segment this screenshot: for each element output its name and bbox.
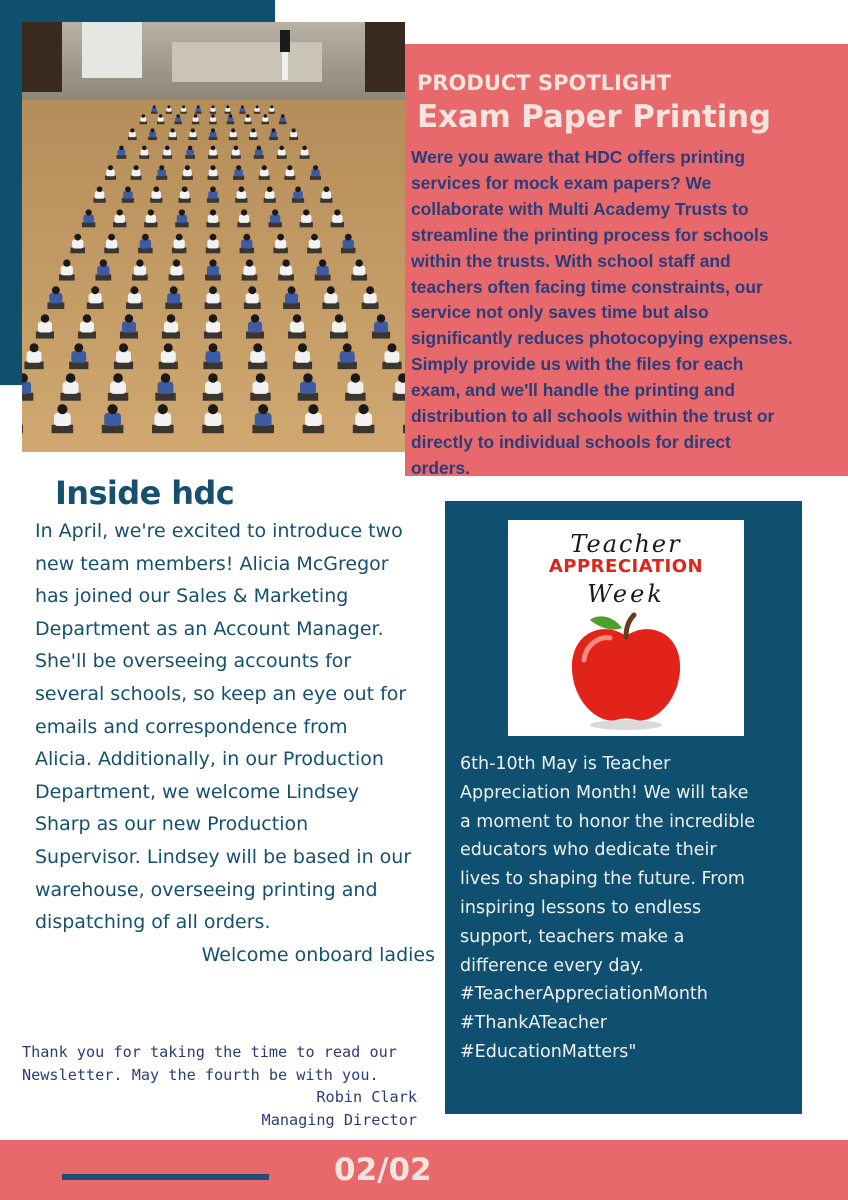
- exam-hall-photo: [22, 22, 405, 452]
- spotlight-line: orders.: [411, 457, 470, 478]
- signature-name: Robin Clark: [316, 1088, 417, 1106]
- spotlight-line: significantly reduces photocopying expenses.: [411, 328, 793, 349]
- spotlight-line: service not only saves time but also: [411, 302, 709, 323]
- closing-line-1: Thank you for taking the time to read our: [22, 1043, 397, 1061]
- teacher-line: 6th-10th May is Teacher: [460, 754, 671, 774]
- inside-line: Supervisor. Lindsey will be based in our: [35, 845, 412, 868]
- spotlight-line: distribution to all schools within the trust or: [411, 406, 775, 427]
- closing-line-2: Newsletter. May the fourth be with you.: [22, 1065, 379, 1084]
- teacher-line: inspiring lessons to endless: [460, 897, 702, 918]
- inside-line: warehouse, overseeing printing and: [35, 878, 378, 901]
- graphic-appreciation-text: APPRECIATION: [548, 556, 704, 577]
- inside-line: new team members! Alicia McGregor: [35, 552, 389, 575]
- spotlight-line: Simply provide us with the files for each: [411, 354, 744, 375]
- inside-line: Department as an Account Manager.: [35, 617, 384, 640]
- apple-icon: [572, 615, 680, 730]
- inside-line: several schools, so keep an eye out for: [35, 682, 407, 705]
- spotlight-line: services for mock exam papers? We: [411, 172, 712, 193]
- spotlight-line: exam, and we'll handle the printing and: [411, 380, 735, 401]
- hashtag-line: #ThankATeacher: [460, 1013, 607, 1034]
- spotlight-line: collaborate with Multi Academy Trusts to: [411, 198, 749, 219]
- inside-line: Department, we welcome Lindsey: [35, 780, 359, 803]
- teacher-line: lives to shaping the future. From: [460, 869, 745, 890]
- signature-role: Managing Director: [261, 1110, 417, 1129]
- closing-note: [22, 1041, 417, 1131]
- spotlight-line: teachers often facing time constraints, our: [411, 276, 763, 297]
- spotlight-line: directly to individual schools for direct: [411, 431, 731, 452]
- spotlight-body: [411, 145, 845, 482]
- graphic-teacher-text: Teacher: [570, 530, 682, 558]
- footer-divider: [62, 1174, 269, 1180]
- spotlight-line: within the trusts. With school staff and: [411, 250, 731, 271]
- teacher-appreciation-panel: [445, 501, 802, 1114]
- spotlight-line: streamline the printing process for schools: [411, 224, 769, 245]
- welcome-line: Welcome onboard ladies: [201, 943, 435, 966]
- teacher-line: educators who dedicate their: [460, 840, 717, 861]
- inside-line: emails and correspondence from: [35, 715, 348, 738]
- page-footer: [0, 1140, 848, 1200]
- inside-line: She'll be overseeing accounts for: [35, 650, 352, 673]
- teacher-line: difference every day.: [460, 955, 644, 976]
- inside-line: has joined our Sales & Marketing: [35, 585, 349, 608]
- teacher-line: support, teachers make a: [460, 926, 685, 947]
- hashtag-line: #TeacherAppreciationMonth: [460, 984, 708, 1005]
- spotlight-line: Were you aware that HDC offers printing: [411, 147, 746, 167]
- inside-line: In April, we're excited to introduce two: [35, 520, 403, 542]
- page-number: 02/02: [334, 1152, 432, 1188]
- teacher-appreciation-text: [460, 750, 800, 1067]
- spotlight-kicker: PRODUCT SPOTLIGHT: [417, 71, 671, 95]
- inside-line: Sharp as our new Production: [35, 813, 309, 836]
- inside-hdc-heading: Inside hdc: [55, 474, 235, 512]
- teacher-line: Appreciation Month! We will take: [460, 782, 749, 803]
- teacher-line: a moment to honor the incredible: [460, 811, 755, 832]
- product-spotlight-panel: [405, 44, 848, 476]
- hashtag-line: #EducationMatters": [460, 1041, 637, 1062]
- graphic-week-text: Week: [587, 580, 665, 608]
- teacher-appreciation-graphic: [508, 520, 744, 736]
- inside-line: dispatching of all orders.: [35, 911, 271, 934]
- spotlight-title: Exam Paper Printing: [417, 99, 771, 135]
- inside-hdc-body: [35, 515, 443, 971]
- inside-line: Alicia. Additionally, in our Production: [35, 748, 384, 771]
